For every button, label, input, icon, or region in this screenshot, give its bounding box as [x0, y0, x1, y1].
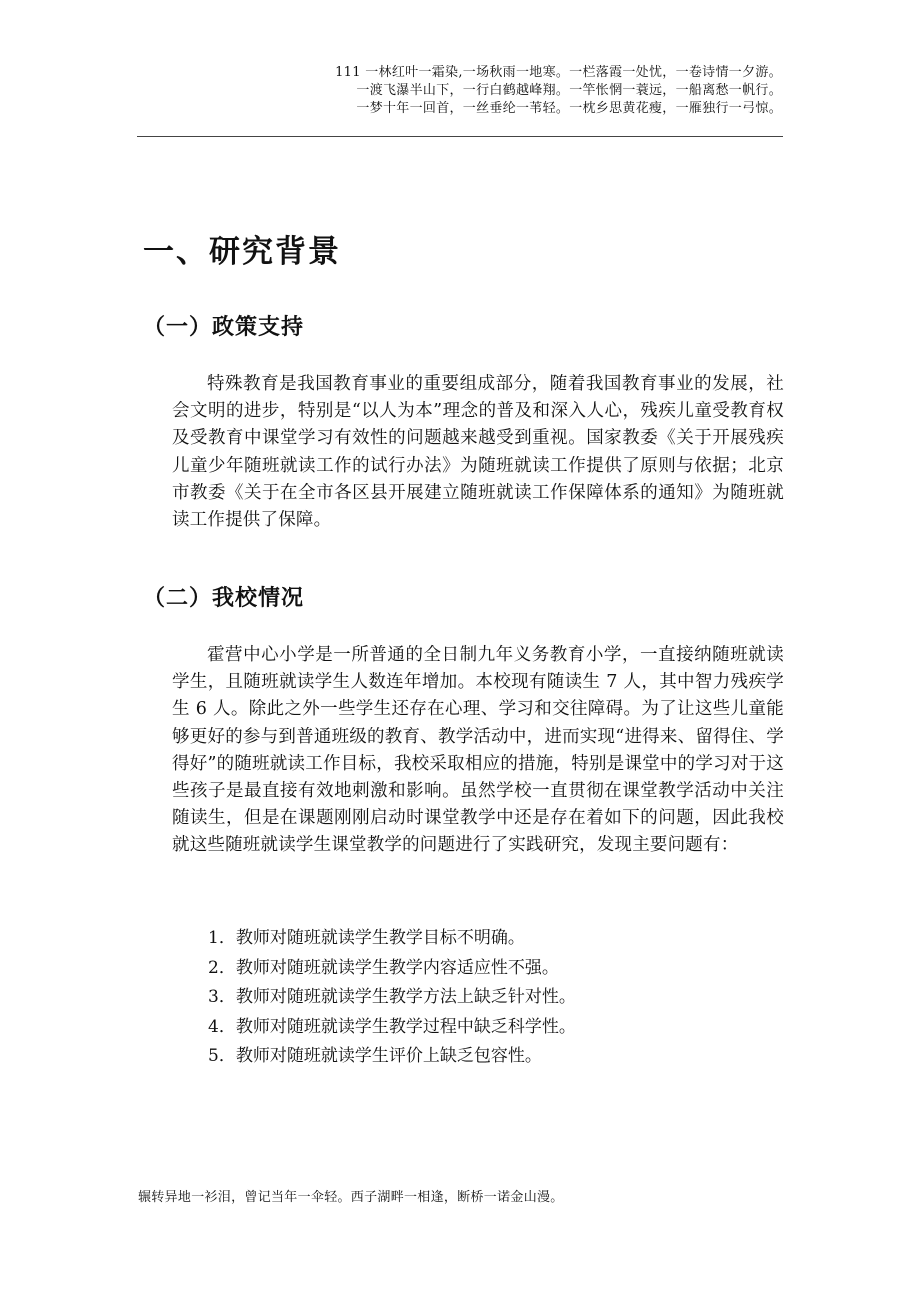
list-item: 1．教师对随班就读学生教学目标不明确。	[208, 928, 525, 948]
header-line-1: 111 一林红叶一霜染,一场秋雨一地寒。一栏落霞一处忧，一卷诗情一夕游。	[335, 65, 782, 80]
header-divider	[137, 136, 783, 137]
subsection-title-policy: （一）政策支持	[143, 315, 305, 340]
header-line-3: 一梦十年一回首，一丝垂纶一苇轻。一枕乡思黄花瘦，一雁独行一弓惊。	[356, 101, 782, 116]
list-item: 5．教师对随班就读学生评价上缺乏包容性。	[208, 1046, 542, 1067]
paragraph-school: 霍营中心小学是一所普通的全日制九年义务教育小学，一直接纳随班就读学生，且随班就读学生人数连年增加。本校现有随读生 7 人，其中智力残疾学生 6 人。除此之外一些学生还存在心理、学习和交往障碍。为了让这些儿童能够更好的参与到普通班级的教育、教学活动中，进而实现“进得来、留得住、学得好”的随班就读工作目标，我校采取相应的措施，特别是课堂中的学习对于这些孩子是最直接有效地刺激和影响。虽然学校一直贯彻在课堂教学活动中关注随读生，但是在课题刚刚启动时课堂教学中还是存在着如下的问题，因此我校就这些随班就读学生课堂教学的问题进行了实践研究，发现主要问题有：	[172, 645, 784, 856]
page-footer-poem: 辗转异地一衫泪，曾记当年一伞轻。西子湖畔一相逢，断桥一诺金山漫。	[138, 1190, 564, 1205]
paragraph-policy: 特殊教育是我国教育事业的重要组成部分，随着我国教育事业的发展，社会文明的进步，特别是“以人为本”理念的普及和深入人心，残疾儿童受教育权及受教育中课堂学习有效性的问题越来越受到重视。国家教委《关于开展残疾儿童少年随班就读工作的试行办法》为随班就读工作提供了原则与依据；北京市教委《关于在全市各区县开展建立随班就读工作保障体系的通知》为随班就读工作提供了保障。	[172, 374, 784, 531]
page-header-poem	[122, 64, 782, 118]
list-item: 3．教师对随班就读学生教学方法上缺乏针对性。	[208, 987, 576, 1008]
problem-list	[208, 924, 576, 1072]
header-line-2: 一渡飞瀑半山下，一行白鹤越峰翔。一竿怅惘一蓑远，一船离愁一帆行。	[356, 83, 782, 98]
list-item: 4．教师对随班就读学生教学过程中缺乏科学性。	[208, 1016, 576, 1037]
list-item: 2．教师对随班就读学生教学内容适应性不强。	[208, 957, 559, 978]
section-title: 一、研究背景	[143, 234, 341, 270]
subsection-title-school: （二）我校情况	[143, 586, 305, 611]
